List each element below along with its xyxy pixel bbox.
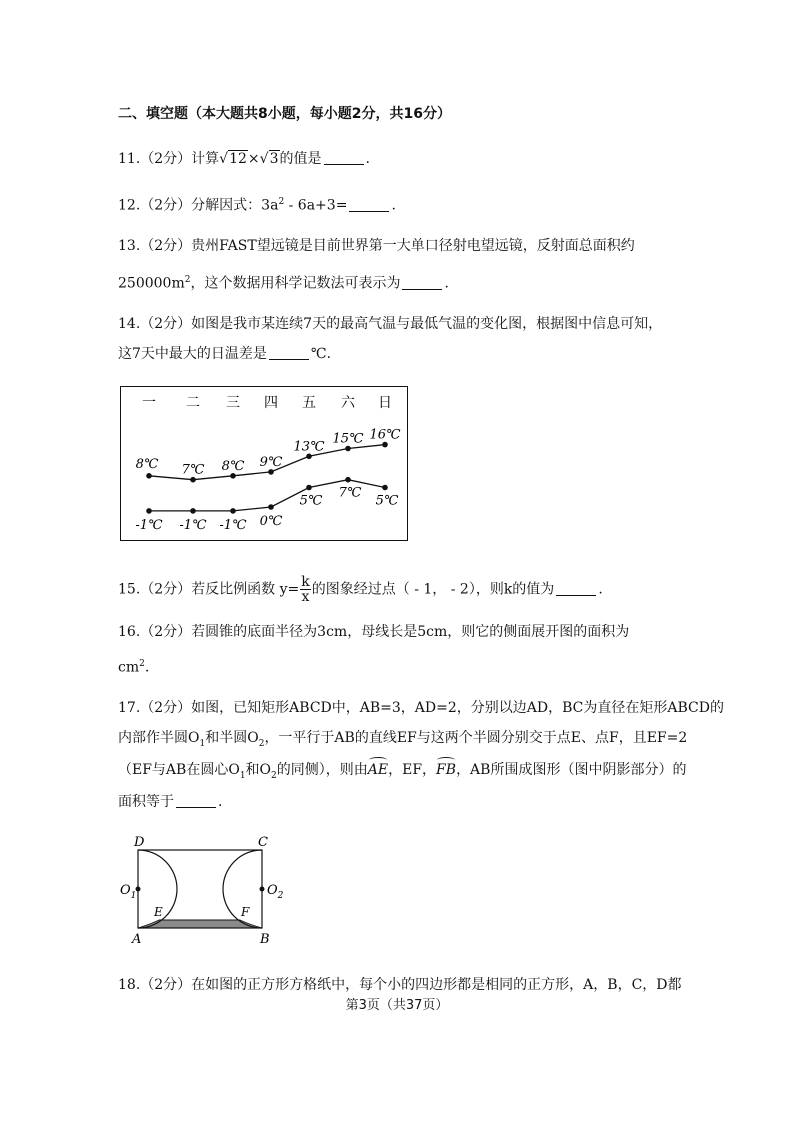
question-18-line1: 18.（2分）在如图的正方形方格纸中，每个小的四边形都是相同的正方形，A，B，C，D都 [118, 977, 682, 993]
arc-ae: AE [367, 762, 389, 778]
series-0-label-6: 16℃ [369, 427, 401, 443]
question-12: 12.（2分）分解因式：$3a^2 - 6a+3=$ . [118, 197, 396, 214]
series-0-label-0: 8℃ [135, 456, 159, 472]
series-0-point-6 [382, 442, 388, 448]
day-label-1: 二 [186, 395, 200, 411]
label-c: C [258, 835, 268, 850]
sqrt-12: √12 [219, 151, 247, 167]
question-13-line1: 13.（2分）贵州FAST望远镜是目前世界第一大单口径射电望远镜，反射面总面积约 [118, 238, 635, 254]
series-1-label-2: -1℃ [219, 517, 247, 533]
fraction-k-over-x: $\frac{k}{x}$ [301, 574, 310, 605]
series-0-label-2: 8℃ [221, 458, 245, 474]
answer-blank [269, 345, 309, 360]
series-0-point-5 [345, 446, 351, 452]
series-1-label-3: 0℃ [259, 514, 283, 529]
series-1-point-3 [268, 504, 274, 510]
label-d: D [134, 835, 145, 850]
day-label-0: 一 [142, 395, 156, 411]
answer-blank [402, 275, 442, 290]
q11-prefix: 11.（2分）计算 [118, 151, 220, 167]
day-label-2: 三 [226, 395, 240, 411]
series-0-point-1 [190, 477, 196, 483]
day-label-6: 日 [378, 395, 392, 411]
answer-blank [349, 197, 389, 212]
question-17-line3: （EF与AB在圆心$O_1$和$O_2$的同侧），则由AE，EF，FB，AB所围成图形（图中阴影部分）的 [118, 762, 687, 781]
page-footer: 第3页（共37页） [345, 998, 449, 1013]
question-17-line2: 内部作半圆$O_1$和半圆$O_2$，一平行于AB的直线EF与这两个半圆分别交于点E、点F，且EF=2 [118, 730, 688, 749]
section-title: 二、填空题（本大题共8小题，每小题2分，共16分） [118, 106, 451, 122]
series-1-label-1: -1℃ [179, 517, 207, 533]
question-17-line1: 17.（2分）如图，已知矩形ABCD中，AB=3，AD=2，分别以边AD，BC为直径在矩形ABCD的 [118, 700, 724, 716]
temperature-chart [120, 386, 408, 541]
question-13-line2: $250000m^2$，这个数据用科学记数法可表示为 . [118, 275, 449, 292]
series-1-point-0 [146, 508, 152, 514]
sqrt-3: √3 [259, 151, 279, 167]
series-0-label-3: 9℃ [259, 454, 283, 470]
series-1-label-4: 5℃ [299, 493, 323, 509]
answer-blank [176, 793, 216, 808]
label-o2: $O_2$ [267, 883, 284, 901]
label-e: E [154, 905, 163, 919]
question-16-line2: $cm^2$. [118, 659, 150, 676]
series-0-point-0 [146, 473, 152, 479]
question-14-line1: 14.（2分）如图是我市某连续7天的最高气温与最低气温的变化图，根据图中信息可知， [118, 316, 663, 332]
label-o1: $O_1$ [120, 883, 137, 901]
series-1-point-1 [190, 508, 196, 514]
day-label-3: 四 [264, 395, 278, 411]
question-15: 15.（2分）若反比例函数 y= $\frac{k}{x}$ 的图象经过点（ - 1， - 2），则k的值为 . [118, 574, 603, 605]
question-16-line1: 16.（2分）若圆锥的底面半径为3cm，母线长是5cm，则它的侧面展开图的面积为 [118, 624, 630, 640]
question-17-line4: 面积等于 . [118, 794, 223, 810]
point-o2 [260, 887, 265, 892]
series-1-label-5: 7℃ [338, 485, 362, 501]
answer-blank [324, 150, 364, 165]
series-0-point-2 [230, 473, 236, 479]
answer-blank [556, 581, 596, 596]
label-b: B [260, 932, 270, 947]
arc-fb: FB [436, 762, 457, 778]
rectangle-figure [112, 830, 302, 950]
series-0-point-3 [268, 469, 274, 475]
question-11: 11.（2分）计算√12×√3的值是 . [118, 151, 370, 167]
label-a: A [132, 932, 142, 947]
series-1-point-4 [306, 485, 312, 491]
question-14-line2: 这7天中最大的日温差是 ℃. [118, 346, 332, 362]
series-1-point-6 [382, 485, 388, 491]
series-1-label-6: 5℃ [375, 493, 399, 509]
day-label-4: 五 [302, 395, 316, 411]
series-1-point-2 [230, 508, 236, 514]
temperature-chart-svg [121, 387, 407, 540]
label-f: F [241, 905, 250, 919]
series-0-label-1: 7℃ [181, 462, 205, 478]
series-0-label-5: 15℃ [332, 431, 364, 447]
series-1-point-5 [345, 477, 351, 483]
series-1-label-0: -1℃ [135, 517, 163, 533]
day-label-5: 六 [341, 395, 355, 411]
series-0-label-4: 13℃ [293, 439, 325, 455]
series-0-point-4 [306, 454, 312, 460]
